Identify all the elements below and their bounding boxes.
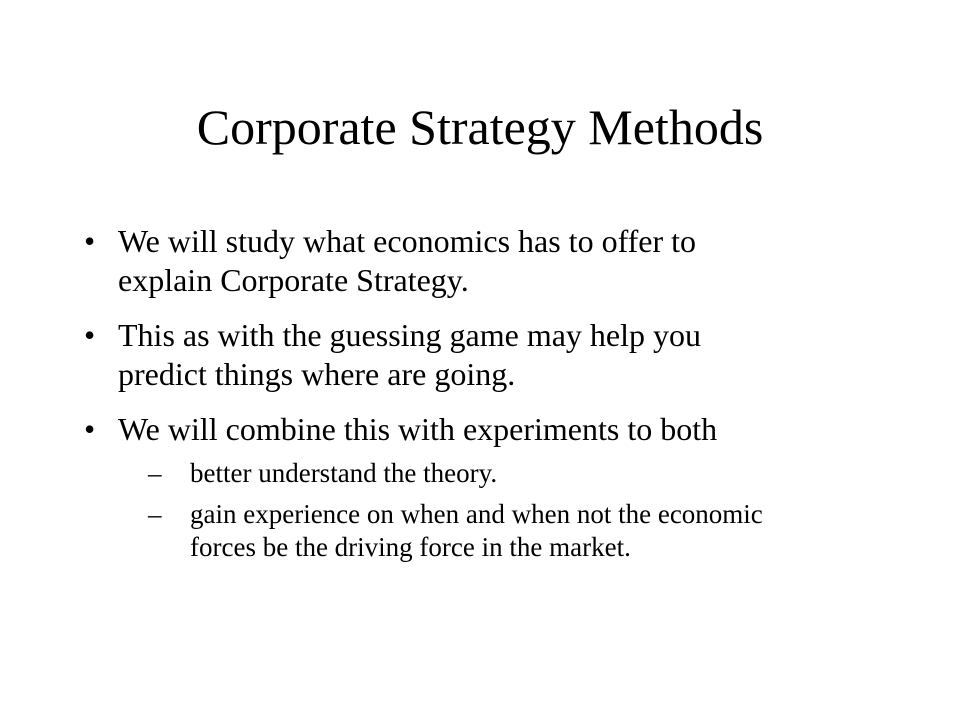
sub-bullet-text-line: gain experience on when and when not the economic [190,499,763,529]
sub-bullet-list [118,457,884,564]
bullet-item-3 [84,410,884,564]
dash-marker: – [148,458,162,488]
bullet-item-1 [84,222,884,300]
dash-marker: – [148,499,162,529]
bullet-text-line: We will study what economics has to offer to [118,223,697,259]
bullet-text-line: This as with the guessing game may help you [118,317,702,353]
sub-bullet-text-line: better understand the theory. [190,458,498,488]
sub-bullet-text-line: forces be the driving force in the market. [190,532,631,562]
bullet-marker: • [84,223,96,259]
bullet-text-line: explain Corporate Strategy. [118,262,469,298]
bullet-text-line: We will combine this with experiments to both [118,411,718,447]
bullet-marker: • [84,411,96,447]
sub-bullet-item-2 [148,498,884,564]
sub-bullet-item-1 [148,457,884,490]
bullet-text-line: predict things where are going. [118,356,516,392]
bullet-item-2 [84,316,884,394]
bullet-list [84,222,884,580]
slide-title: Corporate Strategy Methods [196,99,764,155]
bullet-marker: • [84,317,96,353]
